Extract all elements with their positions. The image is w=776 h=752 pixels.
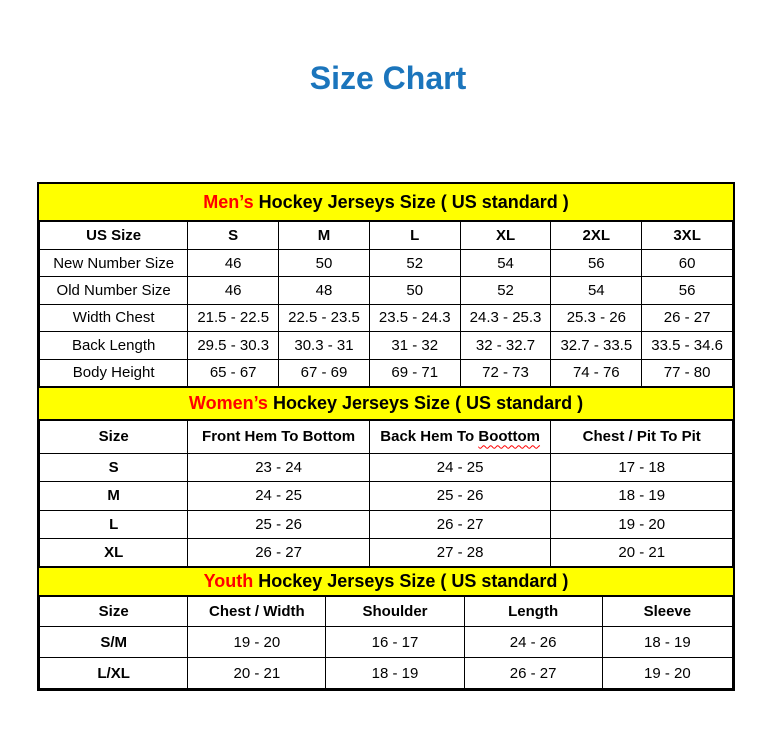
size-value-cell: 30.3 - 31 [279,332,370,359]
size-value-cell: 26 - 27 [188,538,370,566]
row-label: S [40,453,188,481]
size-value-cell: 23 - 24 [188,453,370,481]
page-title: Size Chart [309,60,467,96]
table-row [40,250,733,277]
row-label: Back Length [40,332,188,359]
size-value-cell: 24 - 25 [369,453,551,481]
size-value-cell: 74 - 76 [551,359,642,386]
row-label: Old Number Size [40,277,188,304]
column-header: Chest / Width [188,597,326,627]
size-value-cell: 27 - 28 [369,538,551,566]
size-value-cell: 32.7 - 33.5 [551,332,642,359]
size-value-cell: 67 - 69 [279,359,370,386]
size-value-cell: 46 [188,250,279,277]
womens-size-table [39,420,733,567]
size-value-cell: 65 - 67 [188,359,279,386]
size-value-cell: 24 - 26 [464,627,602,658]
size-value-cell: 69 - 71 [369,359,460,386]
size-value-cell: 50 [279,250,370,277]
row-label: S/M [40,627,188,658]
table-row [40,658,733,689]
size-value-cell: 77 - 80 [642,359,733,386]
size-value-cell: 54 [551,277,642,304]
column-header: Length [464,597,602,627]
table-row [40,332,733,359]
size-value-cell: 25.3 - 26 [551,304,642,331]
size-value-cell: 16 - 17 [326,627,464,658]
size-value-cell: 24.3 - 25.3 [460,304,551,331]
row-label: L/XL [40,658,188,689]
size-value-cell: 48 [279,277,370,304]
row-label: New Number Size [40,250,188,277]
size-value-cell: 52 [460,277,551,304]
header-row [40,597,733,627]
size-value-cell: 56 [642,277,733,304]
size-value-cell: 19 - 20 [551,510,733,538]
size-value-cell: 33.5 - 34.6 [642,332,733,359]
row-label: Width Chest [40,304,188,331]
size-value-cell: 52 [369,250,460,277]
size-value-cell: 19 - 20 [602,658,732,689]
size-value-cell: 18 - 19 [551,482,733,510]
row-label: XL [40,538,188,566]
heading-text: Hockey Jerseys Size ( US standard ) [253,191,569,212]
size-value-cell: 56 [551,250,642,277]
heading-accent: Women’s [188,392,268,413]
table-row [40,510,733,538]
header-row [40,222,733,250]
column-header: 2XL [551,222,642,250]
size-value-cell: 23.5 - 24.3 [369,304,460,331]
size-value-cell: 17 - 18 [551,453,733,481]
row-label: M [40,482,188,510]
column-header: US Size [40,222,188,250]
column-header: Back Hem To Boottom [369,420,551,453]
size-value-cell: 50 [369,277,460,304]
heading-accent: Men’s [203,191,254,212]
column-header: Chest / Pit To Pit [551,420,733,453]
size-value-cell: 20 - 21 [551,538,733,566]
youth-section-heading [39,567,733,596]
heading-accent: Youth [203,571,254,592]
table-row [40,304,733,331]
youth-size-table [39,596,733,689]
table-row [40,538,733,566]
size-value-cell: 60 [642,250,733,277]
size-value-cell: 18 - 19 [602,627,732,658]
mens-section-heading [39,184,733,221]
size-value-cell: 46 [188,277,279,304]
size-value-cell: 54 [460,250,551,277]
size-value-cell: 26 - 27 [642,304,733,331]
size-value-cell: 26 - 27 [369,510,551,538]
size-value-cell: 22.5 - 23.5 [279,304,370,331]
size-value-cell: 26 - 27 [464,658,602,689]
table-row [40,453,733,481]
size-chart-page [0,60,776,752]
column-header: L [369,222,460,250]
size-value-cell: 32 - 32.7 [460,332,551,359]
column-header: Shoulder [326,597,464,627]
table-row [40,482,733,510]
column-header: Size [40,597,188,627]
row-label: L [40,510,188,538]
size-value-cell: 25 - 26 [188,510,370,538]
column-header: Front Hem To Bottom [188,420,370,453]
column-header: S [188,222,279,250]
mens-size-table [39,221,733,387]
size-value-cell: 20 - 21 [188,658,326,689]
size-value-cell: 18 - 19 [326,658,464,689]
row-label: Body Height [40,359,188,386]
size-value-cell: 19 - 20 [188,627,326,658]
size-value-cell: 24 - 25 [188,482,370,510]
column-header: Size [40,420,188,453]
size-value-cell: 21.5 - 22.5 [188,304,279,331]
heading-text: Hockey Jerseys Size ( US standard ) [253,571,569,592]
misspelled-word: Boottom [478,428,541,446]
table-row [40,277,733,304]
heading-text: Hockey Jerseys Size ( US standard ) [267,392,584,413]
column-header: XL [460,222,551,250]
size-value-cell: 31 - 32 [369,332,460,359]
size-value-cell: 25 - 26 [369,482,551,510]
table-row [40,359,733,386]
column-header: M [279,222,370,250]
column-header: 3XL [642,222,733,250]
size-value-cell: 29.5 - 30.3 [188,332,279,359]
table-row [40,627,733,658]
header-row [40,420,733,453]
column-header: Sleeve [602,597,732,627]
size-chart [37,182,735,691]
womens-section-heading [39,387,733,420]
size-value-cell: 72 - 73 [460,359,551,386]
